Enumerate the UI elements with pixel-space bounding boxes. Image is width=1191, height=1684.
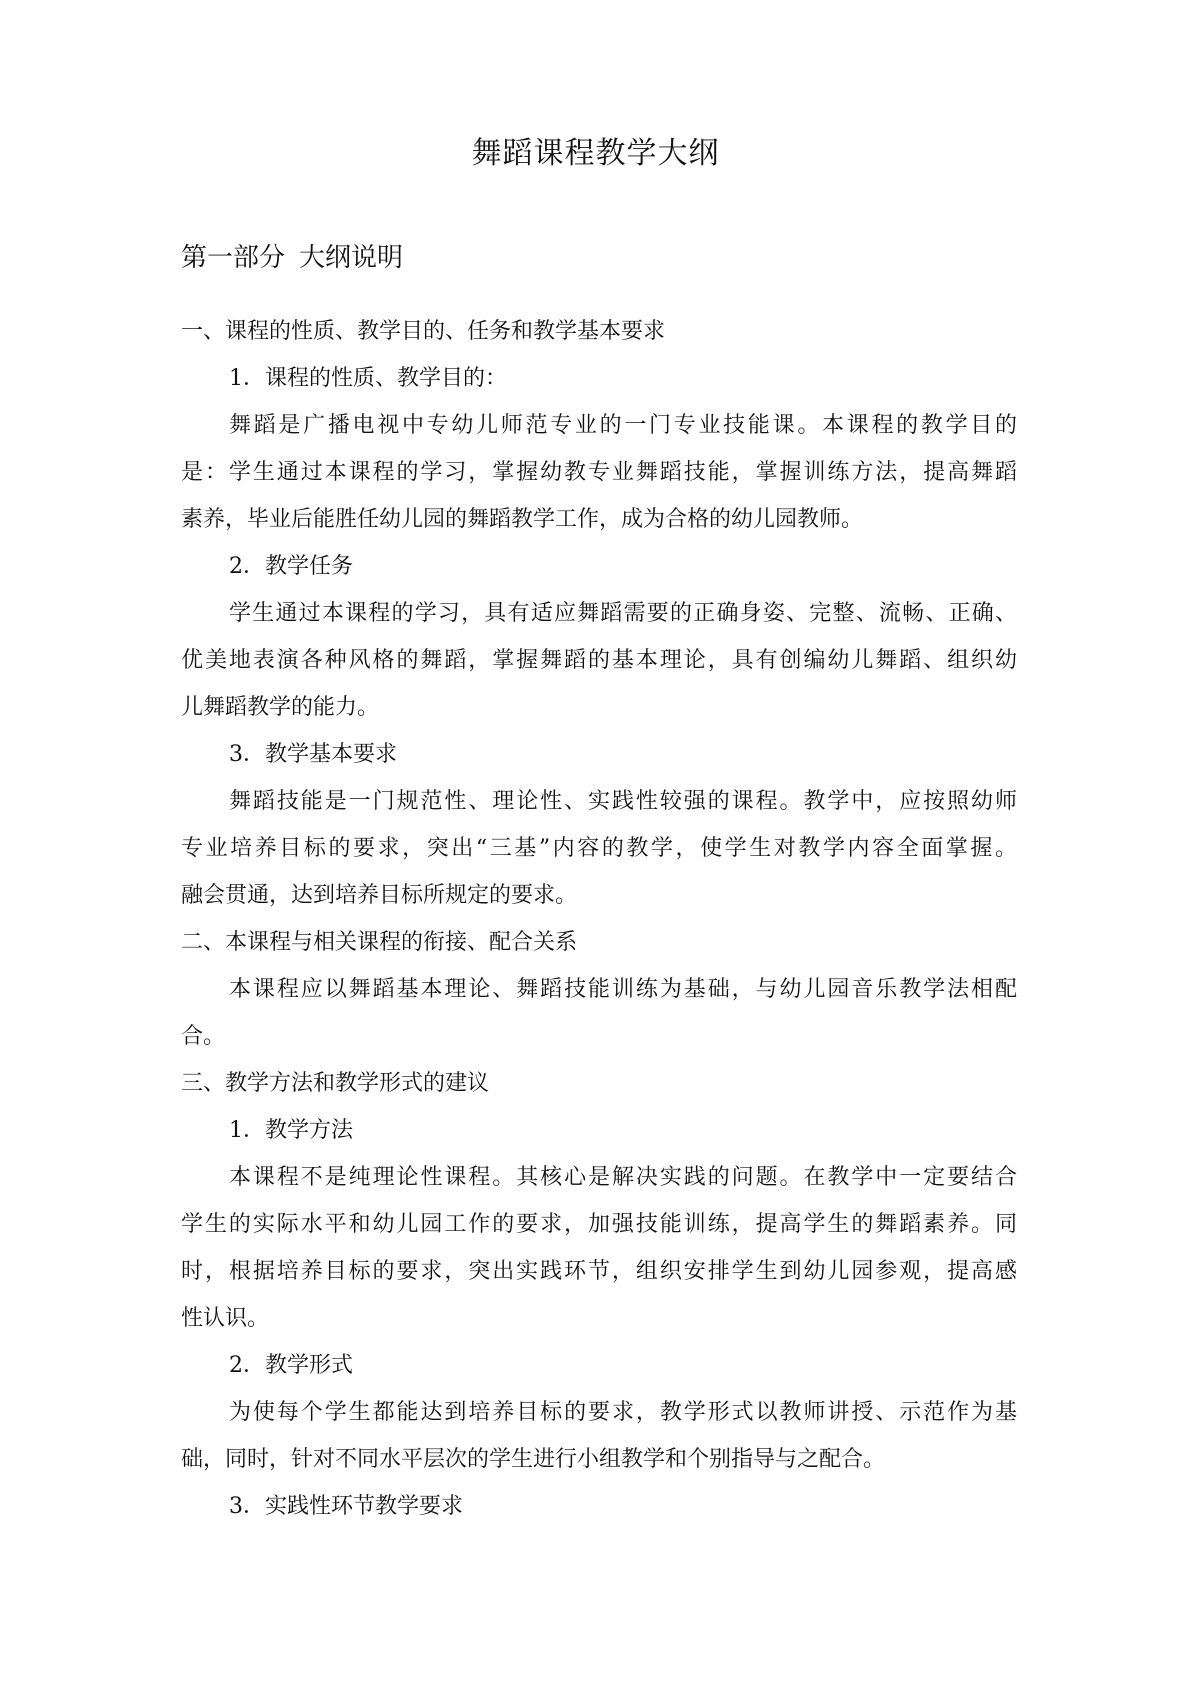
- section-heading: 一、课程的性质、教学目的、任务和教学基本要求: [181, 319, 666, 344]
- paragraph-line: 素养，毕业后能胜任幼儿园的舞蹈教学工作，成为合格的幼儿园教师。: [181, 507, 864, 532]
- paragraph-line: 为使每个学生都能达到培养目标的要求，教学形式以教师讲授、示范作为基: [229, 1400, 1017, 1425]
- subsection-heading: 3．实践性环节教学要求: [229, 1494, 463, 1519]
- part-heading: [181, 240, 403, 276]
- document-title: 舞蹈课程教学大纲: [471, 136, 720, 171]
- paragraph-line: 舞蹈是广播电视中专幼儿师范专业的一门专业技能课。本课程的教学目的: [229, 413, 1017, 438]
- section-heading: 三、教学方法和教学形式的建议: [181, 1071, 490, 1096]
- paragraph-line: 性认识。: [181, 1306, 270, 1331]
- paragraph-line: 学生通过本课程的学习，具有适应舞蹈需要的正确身姿、完整、流畅、正确、: [229, 601, 1017, 626]
- paragraph-line: 学生的实际水平和幼儿园工作的要求，加强技能训练，提高学生的舞蹈素养。同: [181, 1212, 1017, 1237]
- paragraph-line: 融会贯通，达到培养目标所规定的要求。: [181, 883, 578, 908]
- part-name: 大纲说明: [299, 243, 404, 273]
- paragraph-line: 舞蹈技能是一门规范性、理论性、实践性较强的课程。教学中，应按照幼师: [229, 789, 1017, 814]
- part-label: 第一部分: [181, 243, 286, 273]
- document-body: [181, 308, 1017, 1530]
- paragraph-line: 儿舞蹈教学的能力。: [181, 695, 380, 720]
- paragraph-line: 本课程应以舞蹈基本理论、舞蹈技能训练为基础，与幼儿园音乐教学法相配: [229, 977, 1017, 1002]
- subsection-heading: 2．教学任务: [229, 554, 353, 579]
- subsection-heading: 1．课程的性质、教学目的：: [229, 366, 507, 391]
- subsection-heading: 3．教学基本要求: [229, 742, 397, 767]
- paragraph-line: 是：学生通过本课程的学习，掌握幼教专业舞蹈技能，掌握训练方法，提高舞蹈: [181, 460, 1017, 485]
- paragraph-line: 合。: [181, 1024, 226, 1049]
- subsection-heading: 2．教学形式: [229, 1353, 353, 1378]
- subsection-heading: 1．教学方法: [229, 1118, 353, 1143]
- paragraph-line: 础，同时，针对不同水平层次的学生进行小组教学和个别指导与之配合。: [181, 1447, 886, 1472]
- paragraph-line: 本课程不是纯理论性课程。其核心是解决实践的问题。在教学中一定要结合: [229, 1165, 1017, 1190]
- section-heading: 二、本课程与相关课程的衔接、配合关系: [181, 930, 578, 955]
- paragraph-line: 专业培养目标的要求，突出“三基”内容的教学，使学生对教学内容全面掌握。: [181, 836, 1017, 861]
- paragraph-line: 优美地表演各种风格的舞蹈，掌握舞蹈的基本理论，具有创编幼儿舞蹈、组织幼: [181, 648, 1017, 673]
- paragraph-line: 时，根据培养目标的要求，突出实践环节，组织安排学生到幼儿园参观，提高感: [181, 1259, 1017, 1284]
